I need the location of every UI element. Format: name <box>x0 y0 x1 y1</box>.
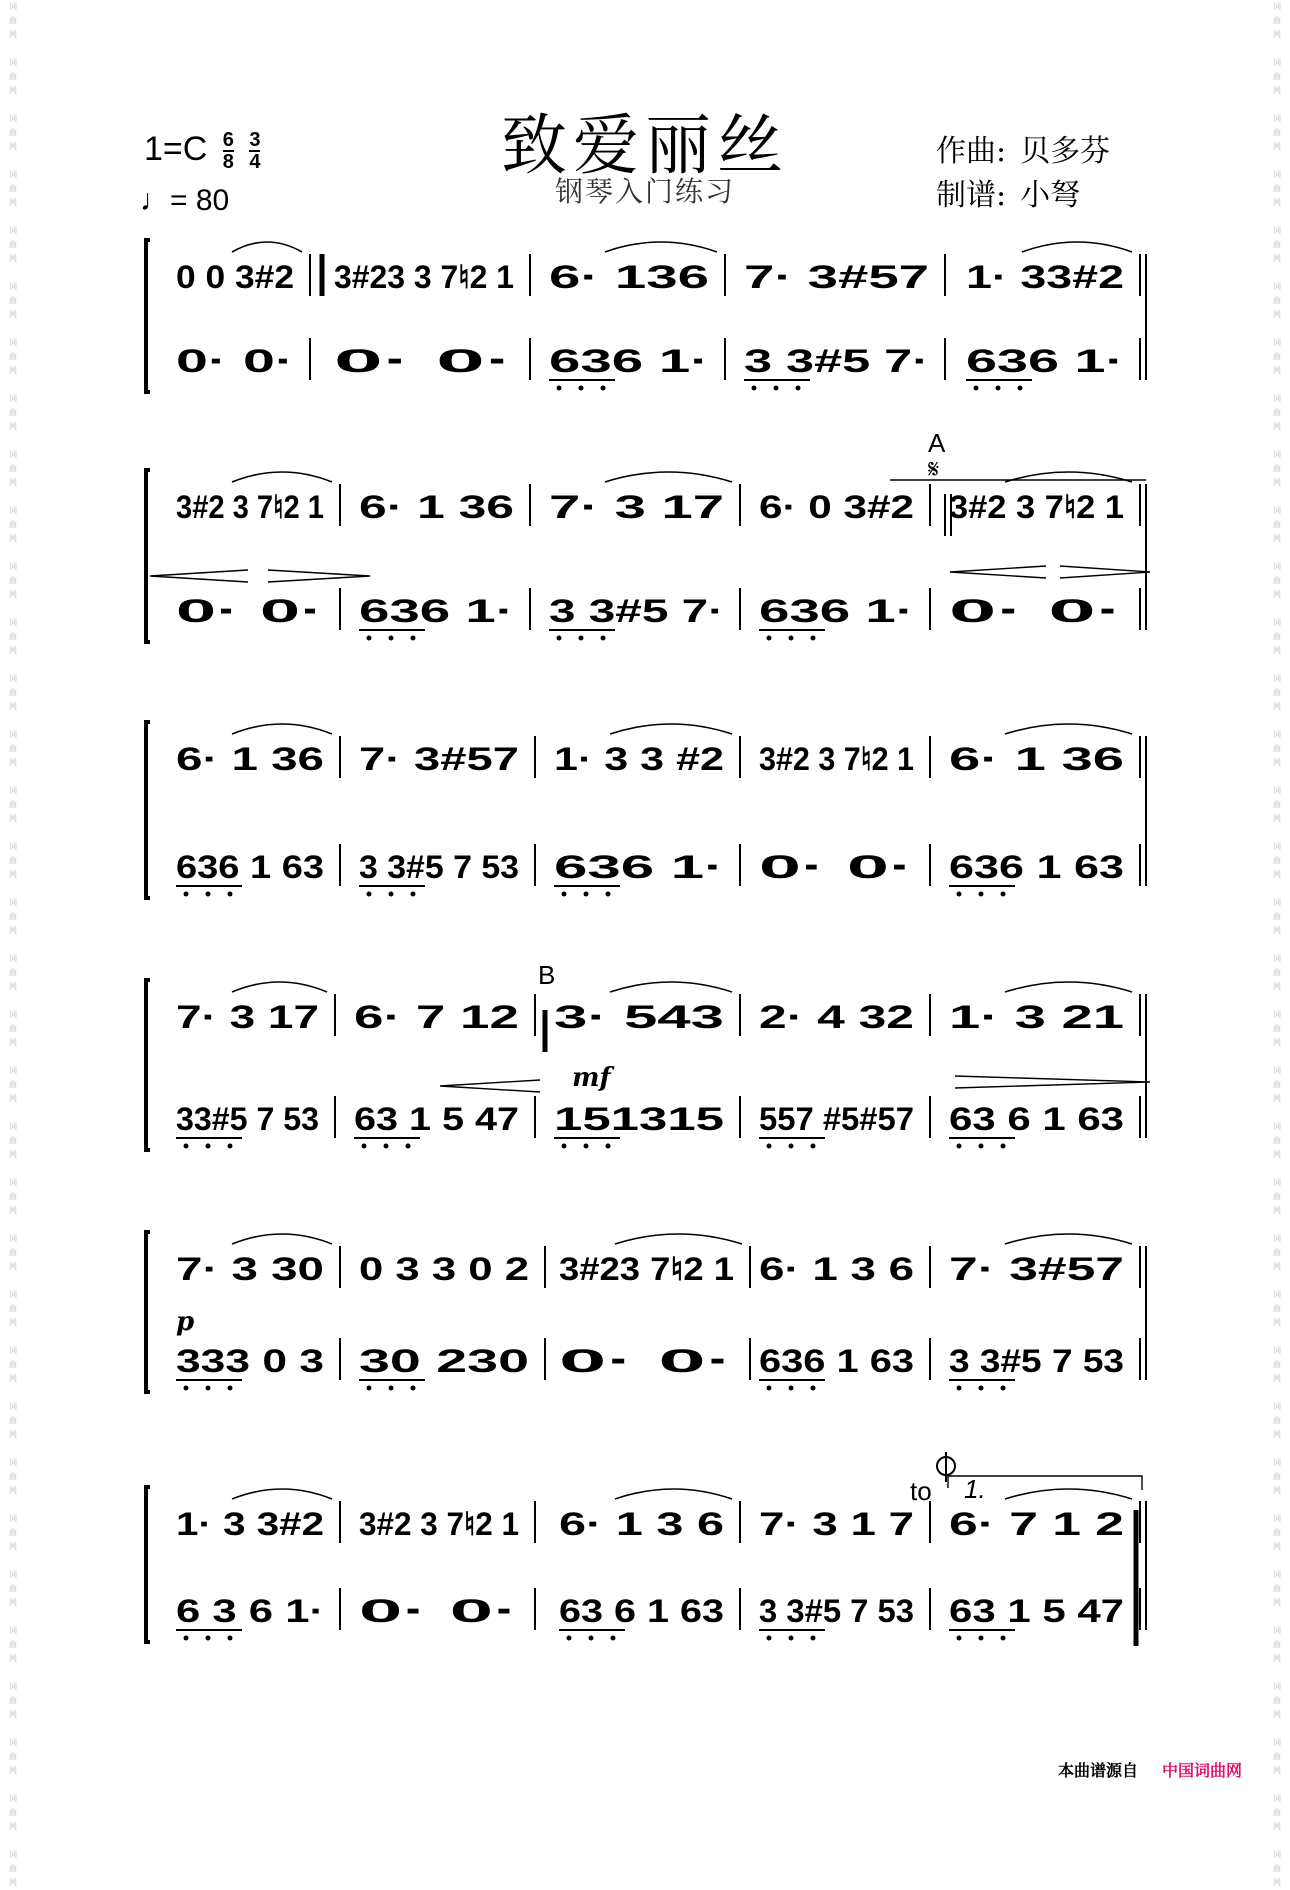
octave-dot <box>184 1636 189 1641</box>
octave-dot <box>557 636 562 641</box>
octave-dot <box>579 386 584 391</box>
octave-dot <box>789 1386 794 1391</box>
bass-measure: 6 3 6 1· <box>176 1593 324 1629</box>
bass-measure: 636 1 63 <box>949 849 1124 885</box>
octave-dot <box>811 1636 816 1641</box>
bass-measure: 0· 0· <box>334 343 514 379</box>
octave-dot <box>206 892 211 897</box>
octave-dot <box>979 1144 984 1149</box>
octave-dot <box>411 892 416 897</box>
crescendo-hairpin <box>440 1080 540 1092</box>
segno-icon: 𝄋 <box>928 454 940 484</box>
octave-dot <box>957 892 962 897</box>
octave-dot <box>1018 386 1023 391</box>
octave-dot <box>228 1636 233 1641</box>
bass-measure: 0· 0· <box>559 1343 734 1379</box>
treble-measure: 6· 1 3 6 <box>559 1506 724 1542</box>
octave-dot <box>557 386 562 391</box>
key-label: 1=C <box>144 130 208 168</box>
slur <box>1005 982 1132 992</box>
octave-dot <box>957 1144 962 1149</box>
system-bracket <box>146 1232 150 1392</box>
treble-measure: 7· 3#57 <box>949 1251 1124 1287</box>
treble-measure: 6· 1 36 <box>949 741 1124 777</box>
song-title: 致爱丽丝 <box>501 107 789 184</box>
octave-dot <box>367 1386 372 1391</box>
treble-measure: 3#2 3 7♮2 1 <box>759 741 914 777</box>
octave-dot <box>767 636 772 641</box>
slur <box>232 982 327 992</box>
octave-dot <box>767 1144 772 1149</box>
octave-dot <box>206 1386 211 1391</box>
rehearsal-mark-b: B <box>538 960 556 990</box>
slur <box>615 1489 732 1499</box>
system-bracket <box>146 980 150 1150</box>
octave-dot <box>367 636 372 641</box>
octave-dot <box>789 1636 794 1641</box>
octave-dot <box>389 636 394 641</box>
octave-dot <box>774 386 779 391</box>
slur <box>605 472 732 482</box>
slur <box>605 242 717 252</box>
system-bracket <box>146 470 150 642</box>
slur <box>615 1234 742 1244</box>
octave-dot <box>789 1144 794 1149</box>
bass-measure: 636 1· <box>549 343 709 379</box>
octave-dot <box>957 1386 962 1391</box>
octave-dot <box>601 386 606 391</box>
octave-dot <box>957 1636 962 1641</box>
octave-dot <box>389 892 394 897</box>
octave-dot <box>979 892 984 897</box>
octave-dot <box>1001 1144 1006 1149</box>
treble-measure: 7· 3 17 <box>549 489 724 525</box>
time-signature-1: $\frac{6}{8}$ <box>222 129 234 174</box>
octave-dot <box>362 1144 367 1149</box>
treble-measure: 1· 3 21 <box>949 999 1124 1035</box>
footer-brand: 中国词曲网 <box>1161 1761 1242 1780</box>
slur <box>1005 1489 1132 1499</box>
octave-dot <box>228 892 233 897</box>
octave-dot <box>367 892 372 897</box>
treble-measure: 6· 1 36 <box>359 489 514 525</box>
decrescendo-hairpin <box>1060 566 1150 578</box>
song-subtitle: 钢琴入门练习 <box>554 175 735 208</box>
octave-dot <box>567 1636 572 1641</box>
octave-dot <box>767 1636 772 1641</box>
bass-measure: 33#5 7 53 <box>176 1101 319 1137</box>
bass-measure: 3 3#5 7· <box>744 343 929 379</box>
quarter-note-icon: ♩ <box>140 184 170 217</box>
treble-measure: 6· 0 3#2 <box>759 489 914 525</box>
composer-line: 作曲: 贝多芬 <box>936 134 1111 169</box>
octave-dot <box>752 386 757 391</box>
treble-measure: 2· 4 32 <box>759 999 914 1035</box>
octave-dot <box>411 636 416 641</box>
octave-dot <box>996 386 1001 391</box>
octave-dot <box>406 1144 411 1149</box>
bass-measure: 636 1· <box>359 593 514 629</box>
crescendo-hairpin <box>950 566 1046 578</box>
treble-measure: 1· 3 3 #2 <box>554 741 724 777</box>
treble-measure: 0 0 3#2 <box>176 259 294 295</box>
bass-measure: 0· 0· <box>759 849 914 885</box>
octave-dot <box>562 1144 567 1149</box>
octave-dot <box>811 636 816 641</box>
slur <box>232 724 332 734</box>
octave-dot <box>606 892 611 897</box>
bass-measure: 0· 0· <box>949 593 1124 629</box>
dynamic-mf: mf <box>572 1063 611 1093</box>
slur <box>610 724 732 734</box>
bass-measure: 333 0 3 <box>176 1343 324 1379</box>
treble-measure: 1· 33#2 <box>966 259 1124 295</box>
octave-dot <box>579 636 584 641</box>
octave-dot <box>389 1386 394 1391</box>
slur <box>232 242 302 252</box>
right-watermark-strip: 词 曲 网 词 曲 网 词 曲 网 词 曲 网 词 曲 网 词 曲 网 词 曲 网 词 曲 网 词 曲 网 词 曲 网 词 曲 网 词 曲 网 词 曲 网 词 曲 网 词 曲 网 词 曲 网 词 曲 网 词 曲 网 词 曲 网 词 曲 网 词 曲 网 词 曲 网 词 曲 网 词 曲 网 词 曲 网 词 曲 网 词 曲 网 词 曲 网 词 曲 网 词 曲 网 词 曲 网 词 曲 网 词 曲 网 词 曲 网 <box>1273 2 1281 1887</box>
octave-dot <box>811 1386 816 1391</box>
arranger-line: 制谱: 小弩 <box>936 178 1081 213</box>
octave-dot <box>589 1636 594 1641</box>
treble-measure: 6· 7 1 2 <box>949 1506 1124 1542</box>
treble-measure: 6· 7 12 <box>354 999 519 1035</box>
slur <box>610 982 732 992</box>
octave-dot <box>1001 1386 1006 1391</box>
system-bracket <box>146 722 150 898</box>
bass-measure: 151315 <box>554 1101 724 1137</box>
slur <box>1005 724 1132 734</box>
bass-measure: 636 1 63 <box>176 849 324 885</box>
octave-dot <box>1001 892 1006 897</box>
slur <box>1005 1234 1132 1244</box>
octave-dot <box>384 1144 389 1149</box>
treble-measure: 7· 3 1 7 <box>759 1506 914 1542</box>
octave-dot <box>789 636 794 641</box>
dynamic-p: p <box>176 1307 195 1337</box>
octave-dot <box>184 892 189 897</box>
decrescendo-hairpin <box>268 570 370 582</box>
octave-dot <box>767 1386 772 1391</box>
treble-measure: 6· 1 3 6 <box>759 1251 914 1287</box>
bass-measure: 63 1 5 47 <box>949 1593 1124 1629</box>
bass-measure: 63 1 5 47 <box>354 1101 519 1137</box>
bass-measure: 0· 0· <box>359 1593 519 1629</box>
octave-dot <box>611 1636 616 1641</box>
octave-dot <box>562 892 567 897</box>
treble-measure: 3· 543 <box>554 999 724 1035</box>
bass-measure: 3 3#5 7 53 <box>359 849 519 885</box>
treble-measure: 6· 136 <box>549 259 709 295</box>
to-coda-label: to <box>910 1476 932 1506</box>
left-watermark-strip: 词 曲 网 词 曲 网 词 曲 网 词 曲 网 词 曲 网 词 曲 网 词 曲 网 词 曲 网 词 曲 网 词 曲 网 词 曲 网 词 曲 网 词 曲 网 词 曲 网 词 曲 网 词 曲 网 词 曲 网 词 曲 网 词 曲 网 词 曲 网 词 曲 网 词 曲 网 词 曲 网 词 曲 网 词 曲 网 词 曲 网 词 曲 网 词 曲 网 词 曲 网 词 曲 网 词 曲 网 词 曲 网 词 曲 网 词 曲 网 <box>9 2 17 1887</box>
bass-measure: 557 #5#57 <box>759 1101 914 1137</box>
volta-label: 1. <box>964 1474 986 1504</box>
system-bracket <box>146 240 150 392</box>
slur <box>232 1234 332 1244</box>
treble-measure: 7· 3 17 <box>176 999 319 1035</box>
bass-measure: 0· 0· <box>176 343 294 379</box>
system-bracket <box>146 1487 150 1642</box>
octave-dot <box>606 1144 611 1149</box>
bass-measure: 30 230 <box>359 1343 529 1379</box>
treble-measure: 3#2 3 7♮2 1 <box>949 489 1124 525</box>
octave-dot <box>601 636 606 641</box>
octave-dot <box>979 1636 984 1641</box>
octave-dot <box>184 1386 189 1391</box>
treble-measure: 3#2 3 7♮2 1 <box>359 1506 519 1542</box>
octave-dot <box>184 1144 189 1149</box>
treble-measure: 3#23 7♮2 1 <box>559 1251 734 1287</box>
footer-source: 本曲谱源自 <box>1057 1761 1138 1780</box>
bass-measure: 0· 0· <box>176 593 324 629</box>
octave-dot <box>584 1144 589 1149</box>
bass-measure: 3 3#5 7· <box>549 593 724 629</box>
bass-measure: 63 6 1 63 <box>949 1101 1124 1137</box>
bass-measure: 3 3#5 7 53 <box>949 1343 1124 1379</box>
octave-dot <box>974 386 979 391</box>
octave-dot <box>979 1386 984 1391</box>
octave-dot <box>1001 1636 1006 1641</box>
treble-measure: 7· 3#57 <box>744 259 929 295</box>
time-signature-2: $\frac{3}{4}$ <box>249 129 261 174</box>
treble-measure: 6· 1 36 <box>176 741 324 777</box>
crescendo-hairpin <box>150 570 248 582</box>
octave-dot <box>811 1144 816 1149</box>
octave-dot <box>228 1144 233 1149</box>
treble-measure: 1· 3 3#2 <box>176 1506 324 1542</box>
treble-measure: 7· 3#57 <box>359 741 519 777</box>
rehearsal-mark-a: A <box>928 428 946 458</box>
slur <box>232 1489 332 1499</box>
treble-measure: 3#2 3 7♮2 1 <box>176 489 324 525</box>
decrescendo-hairpin <box>955 1076 1150 1088</box>
octave-dot <box>584 892 589 897</box>
slur <box>232 472 332 482</box>
octave-dot <box>228 1386 233 1391</box>
bass-measure: 636 1 63 <box>759 1343 914 1379</box>
slur <box>1022 242 1132 252</box>
bass-measure: 636 1· <box>554 849 724 885</box>
octave-dot <box>206 1636 211 1641</box>
bass-measure: 636 1· <box>759 593 914 629</box>
bass-measure: 63 6 1 63 <box>559 1593 724 1629</box>
octave-dot <box>411 1386 416 1391</box>
bass-measure: 636 1· <box>966 343 1124 379</box>
bass-measure: 3 3#5 7 53 <box>759 1593 914 1629</box>
treble-measure: 7· 3 30 <box>176 1251 324 1287</box>
footer-credit <box>1058 1758 1242 1781</box>
octave-dot <box>796 386 801 391</box>
treble-measure: 0 3 3 0 2 <box>359 1251 529 1287</box>
treble-measure: 3#23 3 7♮2 1 <box>334 259 514 295</box>
tempo-value: = 80 <box>170 184 230 217</box>
octave-dot <box>206 1144 211 1149</box>
